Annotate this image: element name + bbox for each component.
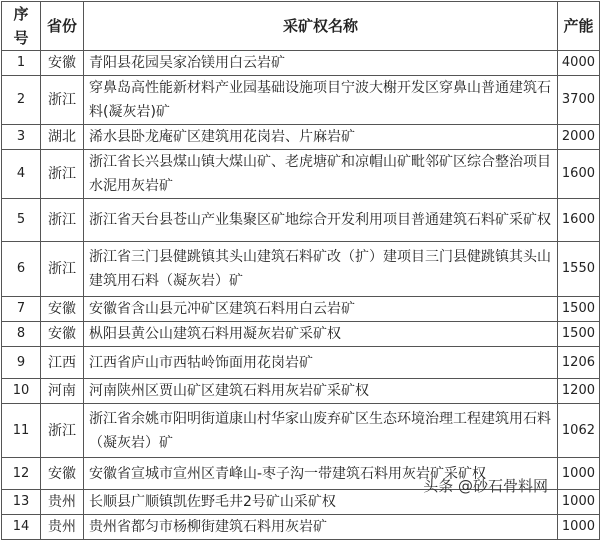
row-number: 1 — [2, 51, 41, 76]
row-name: 浙江省天台县苍山产业集聚区矿地综合开发利用项目普通建筑石料矿采矿权 — [84, 199, 558, 242]
row-capacity: 1550 — [558, 242, 600, 297]
row-number: 5 — [2, 199, 41, 242]
table-row — [2, 347, 600, 379]
row-province: 贵州 — [41, 490, 84, 515]
row-name: 安徽省含山县元冲矿区建筑石料用白云岩矿 — [84, 297, 558, 322]
row-number: 3 — [2, 125, 41, 150]
header-name: 采矿权名称 — [84, 2, 558, 51]
table-row — [2, 51, 600, 76]
row-number: 10 — [2, 379, 41, 404]
row-number: 2 — [2, 76, 41, 125]
row-province: 浙江 — [41, 76, 84, 125]
row-number: 7 — [2, 297, 41, 322]
row-number: 6 — [2, 242, 41, 297]
row-name: 贵州省都匀市杨柳街建筑石料用灰岩矿 — [84, 515, 558, 540]
row-capacity: 3700 — [558, 76, 600, 125]
header-province: 省份 — [41, 2, 84, 51]
table-row — [2, 515, 600, 540]
row-capacity: 1200 — [558, 379, 600, 404]
row-name: 穿鼻岛高性能新材料产业园基础设施项目宁波大榭开发区穿鼻山普通建筑石料(凝灰岩)矿 — [84, 76, 558, 125]
row-capacity: 1600 — [558, 199, 600, 242]
table-row — [2, 322, 600, 347]
row-capacity: 1500 — [558, 322, 600, 347]
row-province: 贵州 — [41, 515, 84, 540]
source-credit: 头条 @砂石骨料网 — [423, 477, 548, 495]
row-capacity: 4000 — [558, 51, 600, 76]
table-row — [2, 125, 600, 150]
row-name: 浠水县卧龙庵矿区建筑用花岗岩、片麻岩矿 — [84, 125, 558, 150]
row-number: 13 — [2, 490, 41, 515]
row-province: 安徽 — [41, 51, 84, 76]
table-row — [2, 242, 600, 297]
row-province: 江西 — [41, 347, 84, 379]
row-province: 浙江 — [41, 404, 84, 458]
row-name: 安徽省宣城市宣州区青峰山-枣子沟一带建筑石料用灰岩矿采矿权 — [84, 458, 558, 490]
row-province: 安徽 — [41, 322, 84, 347]
row-province: 湖北 — [41, 125, 84, 150]
row-capacity: 1000 — [558, 458, 600, 490]
row-capacity: 1000 — [558, 490, 600, 515]
row-province: 安徽 — [41, 297, 84, 322]
row-name: 河南陕州区贾山矿区建筑石料用灰岩矿采矿权 — [84, 379, 558, 404]
row-capacity: 1600 — [558, 150, 600, 199]
row-name: 浙江省三门县健跳镇其头山建筑石料矿改（扩）建项目三门县健跳镇其头山建筑用石料（凝灰岩）矿 — [84, 242, 558, 297]
row-province: 浙江 — [41, 199, 84, 242]
row-name: 枞阳县黄公山建筑石料用凝灰岩矿采矿权 — [84, 322, 558, 347]
table-row — [2, 76, 600, 125]
row-capacity: 1000 — [558, 515, 600, 540]
row-province: 浙江 — [41, 150, 84, 199]
row-name: 浙江省余姚市阳明街道康山村华家山废弃矿区生态环境治理工程建筑用石料（凝灰岩）矿 — [84, 404, 558, 458]
table-row — [2, 404, 600, 458]
row-number: 4 — [2, 150, 41, 199]
header-row — [2, 2, 600, 51]
header-capacity: 产能 — [558, 2, 600, 51]
row-capacity: 2000 — [558, 125, 600, 150]
row-province: 浙江 — [41, 242, 84, 297]
row-capacity: 1500 — [558, 297, 600, 322]
table-row — [2, 150, 600, 199]
row-number: 11 — [2, 404, 41, 458]
row-number: 12 — [2, 458, 41, 490]
row-capacity: 1062 — [558, 404, 600, 458]
table-row — [2, 199, 600, 242]
header-no: 序号 — [2, 2, 41, 51]
mining-rights-table — [1, 1, 600, 540]
row-name: 长顺县广顺镇凯佐野毛井2号矿山采矿权 — [84, 490, 558, 515]
row-name: 青阳县花园吴家冶镁用白云岩矿 — [84, 51, 558, 76]
row-number: 9 — [2, 347, 41, 379]
row-capacity: 1206 — [558, 347, 600, 379]
row-name: 江西省庐山市西牯岭饰面用花岗岩矿 — [84, 347, 558, 379]
row-name: 浙江省长兴县煤山镇大煤山矿、老虎塘矿和凉帽山矿毗邻矿区综合整治项目水泥用灰岩矿 — [84, 150, 558, 199]
row-province: 安徽 — [41, 458, 84, 490]
table-row — [2, 297, 600, 322]
row-number: 8 — [2, 322, 41, 347]
table-row — [2, 379, 600, 404]
row-province: 河南 — [41, 379, 84, 404]
row-number: 14 — [2, 515, 41, 540]
